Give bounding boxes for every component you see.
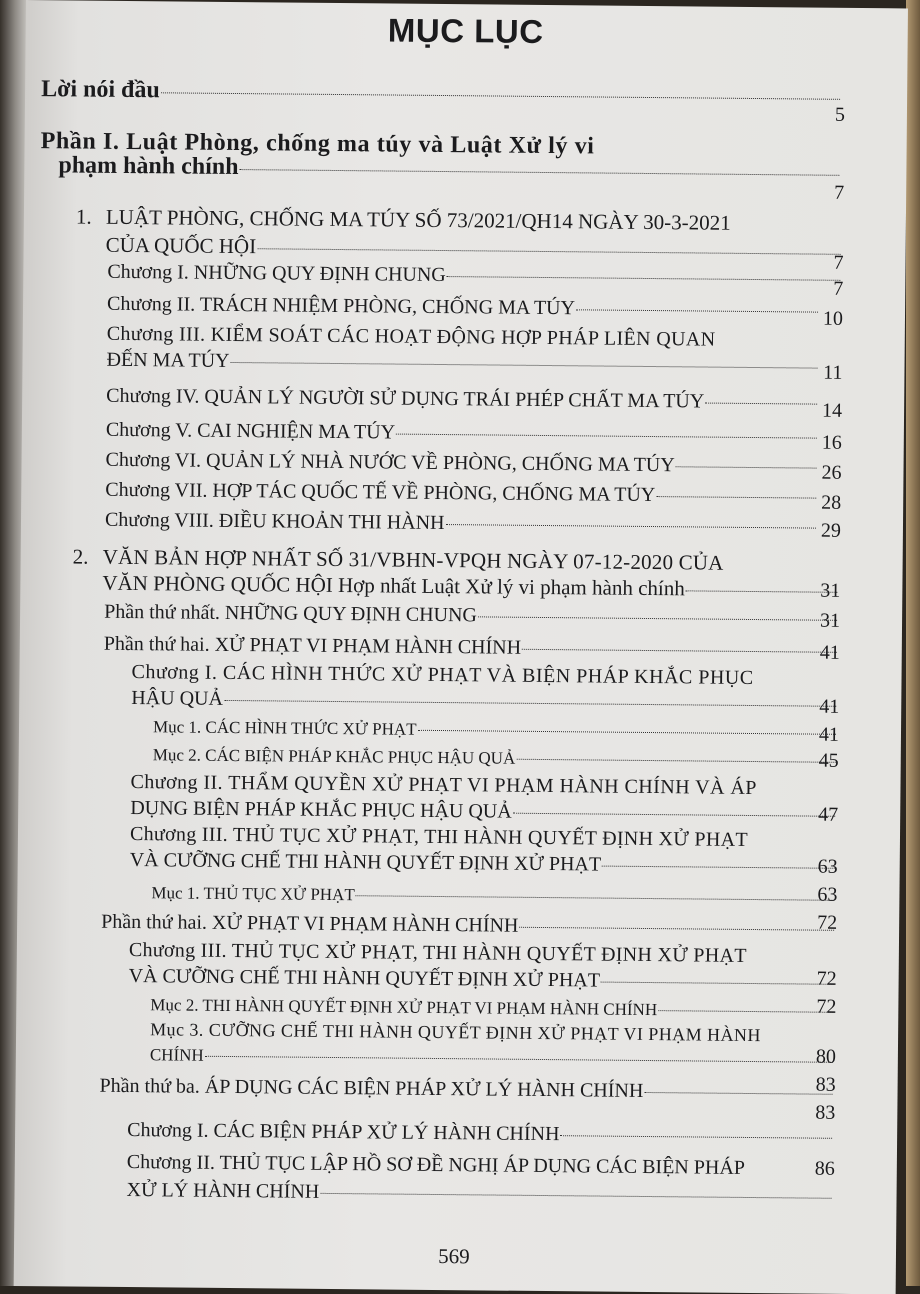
- toc-entry-page: 5: [834, 103, 846, 126]
- toc-entry-text-cont: XỬ LÝ HÀNH CHÍNH: [126, 1179, 320, 1203]
- toc-entry-page: 63: [817, 855, 838, 878]
- toc-entry-chuong: Chương II. THỦ TỤC LẬP HỒ SƠ ĐỀ NGHỊ ÁP DỤNG CÁC BIỆN PHÁP: [126, 1151, 746, 1179]
- toc-entry-text: Chương I. NHỮNG QUY ĐỊNH CHUNG: [107, 260, 446, 287]
- toc-entry-text-cont: HẬU QUẢ: [131, 687, 224, 710]
- toc-entry-chuong: [127, 1119, 833, 1149]
- leader-dots: [320, 1193, 831, 1199]
- toc-entry-phan: [104, 633, 838, 663]
- toc-entry-chuong-cont: [126, 1179, 832, 1209]
- toc-entry-luat-73-cont: [106, 233, 842, 265]
- toc-entry-text-cont: phạm hành chính: [58, 152, 239, 181]
- toc-entry-phan-1: Phần I. Luật Phòng, chống ma túy và Luật Xử lý vi: [40, 128, 595, 160]
- toc-entry-chuong: Chương I. CÁC HÌNH THỨC XỬ PHẠT VÀ BIỆN PHÁP KHẮC PHỤC: [131, 661, 754, 690]
- toc-entry-page: 41: [818, 723, 840, 746]
- toc-entry-chuong-cont: [130, 797, 839, 827]
- toc-entry-page: 80: [815, 1045, 836, 1068]
- leader-dots: [205, 1056, 833, 1063]
- toc-entry-text: Chương V. CAI NGHIỆN MA TÚY: [105, 418, 396, 444]
- toc-entry-chuong-cont: [131, 687, 840, 718]
- toc-entry-chuong: [105, 479, 817, 509]
- toc-entry-text: Chương I. CÁC BIỆN PHÁP XỬ LÝ HÀNH CHÍNH: [127, 1119, 560, 1146]
- leader-dots: [513, 813, 835, 817]
- toc-entry-page: 31: [819, 609, 841, 632]
- leader-dots: [230, 362, 817, 369]
- leader-dots: [560, 1135, 832, 1139]
- toc-entry-muc: [150, 995, 837, 1022]
- toc-entry-text: Chương II. TRÁCH NHIỆM PHÒNG, CHỐNG MA TÚY: [106, 292, 576, 320]
- toc-entry-text: Mục 2. CÁC BIỆN PHÁP KHẮC PHỤC HẬU QUẢ: [152, 745, 516, 768]
- toc-entry-text: Phần thứ nhất. NHỮNG QUY ĐỊNH CHUNG: [104, 600, 478, 627]
- toc-entry-page: 26: [821, 461, 842, 484]
- toc-entry-text: Phần thứ hai. XỬ PHẠT VI PHẠM HÀNH CHÍNH: [103, 632, 522, 659]
- toc-entry-chuong-cont: [106, 349, 818, 379]
- toc-entry-num: 1.: [75, 204, 92, 229]
- leader-dots: [644, 1092, 832, 1095]
- leader-dots: [418, 730, 836, 735]
- toc-entry-page: 31: [820, 579, 841, 602]
- toc-entry-text: Chương IV. QUẢN LÝ NGƯỜI SỬ DỤNG TRÁI PHÉP CHẤT MA TÚY: [106, 384, 705, 413]
- leader-dots: [516, 759, 835, 763]
- toc-entry-text-cont: CHÍNH: [149, 1045, 204, 1065]
- toc-entry-text-cont: VĂN PHÒNG QUỐC HỘI Hợp nhất Luật Xử lý vi phạm hành chính: [102, 570, 685, 601]
- toc-entry-muc: [153, 717, 837, 744]
- page-number: 569: [438, 1244, 470, 1269]
- toc-entry-chuong-cont: [129, 965, 835, 995]
- toc-entry-phan-1-cont: [58, 152, 840, 187]
- toc-entry-page: 7: [834, 181, 845, 204]
- toc-entry-text: Mục 1. THỦ TỤC XỬ PHẠT: [151, 883, 355, 905]
- toc-entry-page: 14: [821, 399, 843, 422]
- toc-entry-chuong: [107, 261, 841, 291]
- toc-entry-chuong: [107, 293, 819, 323]
- toc-entry-phan: [101, 910, 838, 941]
- leader-dots: [705, 403, 817, 405]
- book-page: [14, 0, 908, 1294]
- page-edge: [906, 0, 920, 1286]
- toc-entry-chuong: Chương III. THỦ TỤC XỬ PHẠT, THI HÀNH QUYẾT ĐỊNH XỬ PHẠT: [128, 939, 747, 967]
- toc-entry-page: 72: [817, 911, 838, 934]
- toc-entry-text: Chương VIII. ĐIỀU KHOẢN THI HÀNH: [104, 508, 445, 535]
- toc-entry-vbhn-31: VĂN BẢN HỢP NHẤT SỐ 31/VBHN-VPQH NGÀY 07-12-2020 CỦA: [102, 544, 724, 575]
- leader-dots: [257, 248, 840, 255]
- toc-entry-page: 45: [818, 749, 839, 772]
- toc-entry-text: Mục 1. CÁC HÌNH THỨC XỬ PHẠT: [152, 717, 417, 739]
- leader-dots: [161, 92, 840, 100]
- toc-entry-chuong: [105, 449, 817, 479]
- toc-entry-chuong: [106, 385, 818, 415]
- toc-entry-text-cont: VÀ CƯỠNG CHẾ THI HÀNH QUYẾT ĐỊNH XỬ PHẠT: [128, 965, 601, 992]
- toc-entry-page: 10: [822, 307, 844, 330]
- toc-entry-phan: [104, 600, 841, 632]
- toc-entry-muc-cont: [150, 1045, 834, 1072]
- toc-entry-page: 47: [818, 803, 839, 826]
- leader-dots: [656, 496, 816, 499]
- leader-dots: [239, 169, 839, 176]
- toc-entry-text-cont: ĐẾN MA TÚY: [106, 348, 230, 372]
- toc-entry-chuong: Chương III. KIỂM SOÁT CÁC HOẠT ĐỘNG HỢP PHÁP LIÊN QUAN: [106, 322, 716, 351]
- toc-entry-page: 63: [817, 883, 838, 906]
- toc-entry-muc: [151, 883, 838, 910]
- toc-entry-num: 2.: [72, 544, 89, 569]
- leader-dots: [676, 466, 817, 468]
- toc-entry-chuong: Chương II. THẨM QUYỀN XỬ PHẠT VI PHẠM HÀNH CHÍNH VÀ ÁP: [130, 771, 758, 800]
- leader-dots: [396, 434, 817, 439]
- toc-entry-luat-73: LUẬT PHÒNG, CHỐNG MA TÚY SỐ 73/2021/QH14 NGÀY 30-3-2021: [105, 204, 731, 235]
- leader-dots: [658, 1010, 833, 1013]
- toc-entry-page: 83: [815, 1073, 836, 1096]
- toc-entry-page: 83: [815, 1101, 836, 1124]
- leader-dots: [686, 590, 838, 592]
- leader-dots: [576, 309, 818, 312]
- toc-entry-text: Lời nói đầu: [41, 76, 160, 104]
- toc-entry-text: Phần thứ ba. ÁP DỤNG CÁC BIỆN PHÁP XỬ LÝ HÀNH CHÍNH: [99, 1074, 644, 1102]
- leader-dots: [356, 895, 835, 901]
- toc-entry-text: Chương VII. HỢP TÁC QUỐC TẾ VỀ PHÒNG, CHỐNG MA TÚY: [105, 478, 656, 507]
- page-title: MỤC LỤC: [387, 11, 544, 50]
- toc-entry-text: Phần thứ hai. XỬ PHẠT VI PHẠM HÀNH CHÍNH: [101, 910, 519, 937]
- leader-dots: [446, 524, 816, 529]
- toc-entry-page: 86: [814, 1157, 835, 1180]
- leader-dots: [447, 276, 841, 281]
- toc-entry-text-cont: CỦA QUỐC HỘI: [105, 232, 257, 259]
- toc-entry-text: Mục 2. THI HÀNH QUYẾT ĐỊNH XỬ PHẠT VI PHẠM HÀNH CHÍNH: [150, 995, 658, 1020]
- toc-entry-text: Chương VI. QUẢN LÝ NHÀ NƯỚC VỀ PHÒNG, CHỐNG MA TÚY: [105, 448, 675, 477]
- toc-entry-text-cont: VÀ CƯỠNG CHẾ THI HÀNH QUYẾT ĐỊNH XỬ PHẠT: [129, 849, 602, 876]
- toc-entry-page: 72: [816, 995, 837, 1018]
- toc-entry-loi-noi-dau: [41, 76, 841, 111]
- toc-entry-vbhn-31-cont: [102, 570, 841, 603]
- leader-dots: [522, 649, 837, 653]
- toc-entry-muc: Mục 3. CƯỠNG CHẾ THI HÀNH QUYẾT ĐỊNH XỬ PHẠT VI PHẠM HÀNH: [150, 1019, 761, 1046]
- toc-entry-page: 7: [833, 277, 844, 300]
- toc-entry-page: 41: [819, 641, 840, 664]
- leader-dots: [602, 866, 835, 869]
- toc-entry-phan: [99, 1075, 833, 1105]
- toc-entry-muc: [153, 745, 837, 772]
- toc-entry-page: 7: [833, 251, 844, 274]
- toc-entry-text-cont: DỤNG BIỆN PHÁP KHẮC PHỤC HẬU QUẢ: [130, 797, 512, 823]
- toc-entry-chuong: [105, 509, 817, 539]
- leader-dots: [519, 927, 834, 931]
- leader-dots: [478, 616, 837, 620]
- toc-entry-page: 29: [820, 519, 842, 542]
- toc-entry-page: 72: [816, 967, 837, 990]
- leader-dots: [224, 700, 836, 707]
- toc-entry-page: 16: [821, 431, 842, 454]
- toc-entry-chuong: Chương III. THỦ TỤC XỬ PHẠT, THI HÀNH QUYẾT ĐỊNH XỬ PHẠT: [129, 823, 749, 851]
- toc-entry-page: 28: [821, 491, 842, 514]
- toc-entry-chuong-cont: [130, 849, 836, 879]
- toc-entry-page: 41: [819, 695, 840, 718]
- toc-entry-chuong: [106, 419, 818, 449]
- toc-entry-page: 11: [823, 361, 843, 384]
- leader-dots: [601, 982, 834, 985]
